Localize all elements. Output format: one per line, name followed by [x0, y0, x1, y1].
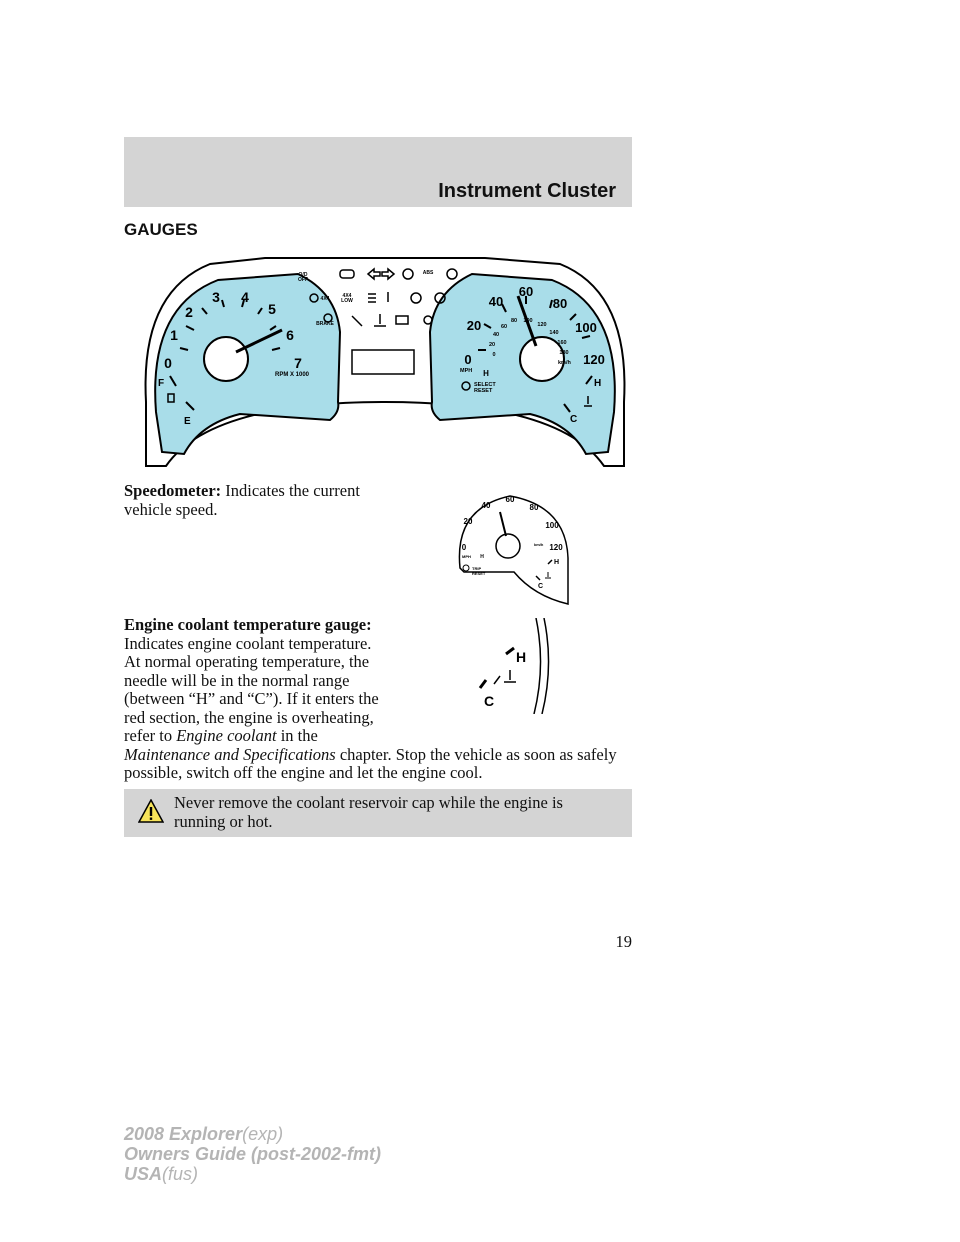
- tach-number: 5: [268, 301, 276, 317]
- brake-label: BRAKE: [316, 321, 334, 327]
- tach-number: 3: [212, 289, 220, 305]
- mph-number: 0: [461, 543, 467, 552]
- section-title: GAUGES: [124, 220, 198, 239]
- header-band: [124, 137, 632, 207]
- fuel-full-label: F: [158, 378, 165, 389]
- trip-reset-label-2: RESET: [472, 571, 486, 576]
- kmh-number: 180: [559, 350, 569, 356]
- h-marker-label: H: [483, 369, 489, 378]
- mph-number: 80: [529, 503, 539, 512]
- mph-number: 40: [488, 294, 504, 309]
- footer: [124, 1124, 381, 1184]
- mph-number: 60: [518, 284, 534, 299]
- four-by-four-low-label-1: 4X4: [342, 293, 352, 299]
- h-marker-label: H: [480, 554, 484, 560]
- engine-coolant-reference: Engine coolant: [176, 726, 277, 745]
- kmh-number: 20: [488, 342, 496, 348]
- temp-hot-label: H: [516, 649, 527, 665]
- kmh-number: 120: [537, 322, 547, 328]
- mph-number: 100: [575, 320, 597, 335]
- tach-number: 6: [286, 327, 294, 343]
- kmh-unit-label: km/h: [558, 360, 571, 366]
- temp-cold-label: C: [570, 414, 578, 425]
- select-reset-label-2: RESET: [474, 388, 493, 394]
- od-off-label-2: OFF: [298, 277, 308, 283]
- mph-number: 0: [464, 352, 472, 367]
- mph-number: 40: [481, 501, 491, 510]
- coolant-paragraph: [124, 616, 632, 783]
- tach-number: 1: [170, 327, 178, 343]
- temp-cold-label: C: [538, 583, 544, 590]
- four-by-four-low-label-2: LOW: [341, 298, 353, 304]
- mph-number: 20: [466, 318, 482, 333]
- coolant-in-the: in the: [280, 726, 318, 745]
- page-number: 19: [615, 932, 632, 951]
- tach-number: 4: [241, 289, 249, 305]
- speedometer-illustration: [454, 488, 574, 606]
- trip-reset-label-1: TRIP: [472, 566, 482, 571]
- warning-text: Never remove the coolant reservoir cap while the engine is running or hot.: [174, 793, 563, 831]
- kmh-number: 100: [523, 318, 533, 324]
- kmh-number: 80: [510, 318, 518, 324]
- footer-model: 2008 Explorer: [124, 1124, 243, 1144]
- footer-market: USA: [124, 1164, 163, 1184]
- kmh-number: 140: [549, 330, 559, 336]
- coolant-term: Engine coolant temperature gauge:: [124, 615, 372, 634]
- speedometer-paragraph: [124, 482, 364, 519]
- footer-model-code: (exp): [242, 1124, 284, 1144]
- coolant-description: Indicates engine coolant temperature. At normal operating temperature, the needle will be in the normal range (between “H” and “C”). If it enters the red section, the engine is overheating, refer to: [124, 633, 379, 745]
- footer-guide: Owners Guide (post-2002-fmt): [124, 1144, 382, 1164]
- mph-number: 80: [552, 296, 568, 311]
- speedometer-term: Speedometer:: [124, 481, 222, 500]
- warning-box: [124, 789, 632, 837]
- four-by-four-label: 4X4: [320, 296, 330, 302]
- chapter-title: Instrument Cluster: [438, 180, 616, 202]
- mph-number: 120: [583, 352, 605, 367]
- abs-label: ABS: [422, 270, 434, 276]
- coolant-instruction: chapter. Stop the vehicle as soon as safely possible, switch off the engine and let the engine cool.: [124, 744, 617, 782]
- mph-number: 20: [463, 517, 473, 526]
- speedometer-description: Indicates the current vehicle speed.: [124, 481, 360, 519]
- tach-number: 2: [185, 304, 193, 320]
- temp-cold-label: C: [484, 693, 495, 709]
- coolant-gauge-illustration: [466, 618, 552, 714]
- kmh-number: 160: [557, 340, 567, 346]
- fuel-empty-label: E: [184, 416, 191, 427]
- footer-market-code: (fus): [162, 1164, 199, 1184]
- tach-number: 7: [294, 355, 302, 371]
- warning-triangle-icon: [138, 799, 164, 823]
- temp-hot-label: H: [554, 559, 560, 566]
- kmh-number: 40: [492, 332, 500, 338]
- kmh-number: 0: [492, 352, 496, 358]
- mph-unit-label: MPH: [460, 368, 473, 374]
- kmh-unit-label: km/h: [534, 542, 544, 547]
- mph-number: 60: [505, 495, 515, 504]
- mph-number: 100: [545, 521, 559, 530]
- coolant-temp-icon: [504, 670, 516, 682]
- mph-unit-label: MPH: [462, 554, 471, 559]
- maintenance-chapter-reference: Maintenance and Specifications: [124, 744, 336, 764]
- mph-number: 120: [549, 543, 563, 552]
- instrument-cluster-illustration: [140, 252, 630, 470]
- kmh-number: 60: [500, 324, 508, 330]
- temp-hot-label: H: [594, 378, 602, 389]
- select-reset-label-1: SELECT: [474, 382, 496, 388]
- tach-number: 0: [164, 355, 172, 371]
- od-off-label-1: O/D: [298, 272, 308, 278]
- tach-unit-label: RPM X 1000: [274, 372, 310, 378]
